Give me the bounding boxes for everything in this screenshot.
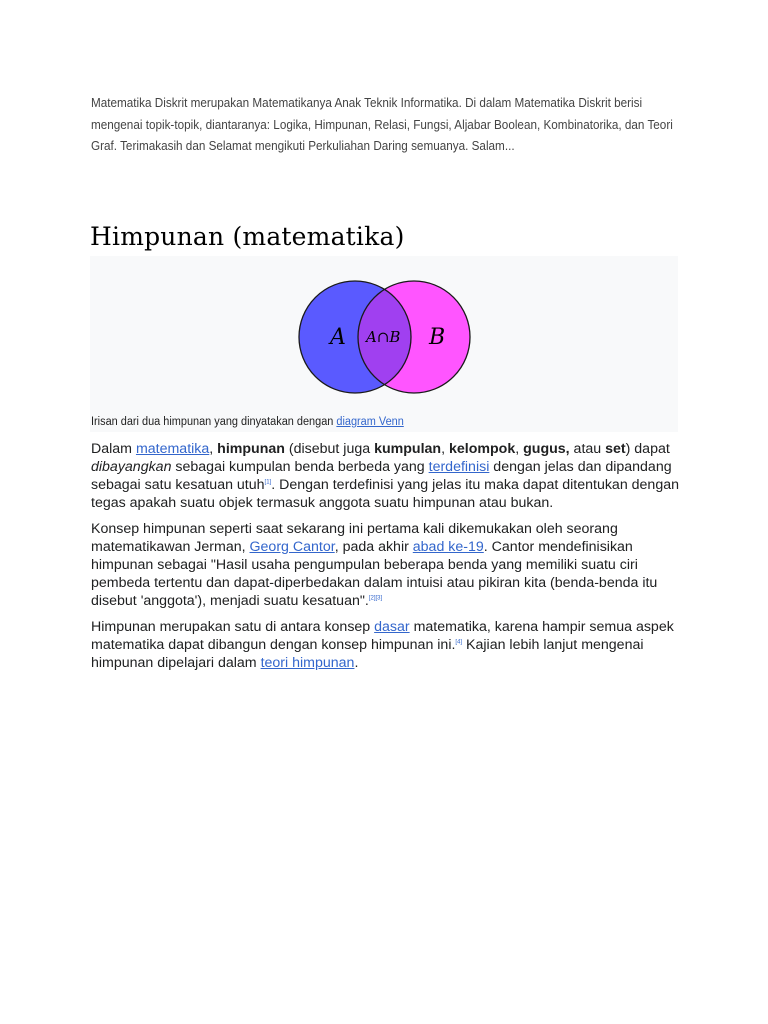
term-kumpulan: kumpulan xyxy=(374,441,442,457)
paragraph-definition: Dalam matematika, himpunan (disebut juga kumpulan, kelompok, gugus, atau set) dapat dibayangkan sebagai kumpulan benda berbeda yang terdefinisi dengan jelas dan dipandang sebagai satu kesatuan utuh[1]. Dengan terdefinisi yang jelas itu maka dapat ditentukan dengan tegas apakah suatu objek termasuk anggota suatu himpunan atau bukan. xyxy=(91,441,679,511)
term-dibayangkan: dibayangkan xyxy=(91,459,172,475)
set-b-label: B xyxy=(429,325,446,350)
teori-himpunan-link[interactable]: teori himpunan xyxy=(260,655,355,671)
article-title: Himpunan (matematika) xyxy=(90,222,405,251)
matematika-link[interactable]: matematika xyxy=(135,441,210,457)
georg-cantor-link[interactable]: Georg Cantor xyxy=(249,539,335,555)
diagram-venn-link[interactable]: diagram Venn xyxy=(336,416,404,428)
figure-caption xyxy=(91,416,404,428)
venn-diagram xyxy=(296,278,474,396)
intersection-label: A∩B xyxy=(366,328,401,346)
caption-text: Irisan dari dua himpunan yang dinyatakan dengan xyxy=(91,416,337,428)
article-body xyxy=(91,440,681,680)
reference-4[interactable]: [4] xyxy=(455,639,463,646)
term-kelompok: kelompok xyxy=(448,441,516,457)
paragraph-konsep-dasar: Himpunan merupakan satu di antara konsep dasar matematika, karena hampir semua aspek matematika dapat dibangun dengan konsep himpunan ini.[4] Kajian lebih lanjut mengenai himpunan dipelajari dalam teori himpunan. xyxy=(91,619,674,671)
paragraph-cantor: Konsep himpunan seperti saat sekarang ini pertama kali dikemukakan oleh seorang matematikawan Jerman, Georg Cantor, pada akhir abad ke-19. Cantor mendefinisikan himpunan sebagai "Hasil usaha pengumpulan beberapa benda yang memiliki suatu ciri pembeda tertentu dan dapat-diperbedakan dalam intuisi atau pikiran kita (benda-benda itu disebut 'anggota'), menjadi suatu kesatuan".[2][3] xyxy=(91,521,658,609)
set-a-label: A xyxy=(330,325,346,350)
abad-ke-19-link[interactable]: abad ke-19 xyxy=(412,539,484,555)
terdefinisi-link[interactable]: terdefinisi xyxy=(428,459,490,475)
intro-paragraph: Matematika Diskrit merupakan Matematikanya Anak Teknik Informatika. Di dalam Matematika Diskrit berisi mengenai topik-topik, diantaranya: Logika, Himpunan, Relasi, Fungsi, Aljabar Boolean, Kombinatorika, dan Teori Graf. Terimakasih dan Selamat mengikuti Perkuliahan Daring semuanya. Salam... xyxy=(91,96,673,153)
reference-2-3[interactable]: [2][3] xyxy=(368,595,383,602)
term-set: set xyxy=(605,441,626,457)
reference-1[interactable]: [1] xyxy=(264,479,272,486)
dasar-link[interactable]: dasar xyxy=(374,619,410,635)
venn-figure xyxy=(90,256,678,432)
term-gugus: gugus, xyxy=(523,441,570,457)
term-himpunan: himpunan xyxy=(217,441,285,457)
